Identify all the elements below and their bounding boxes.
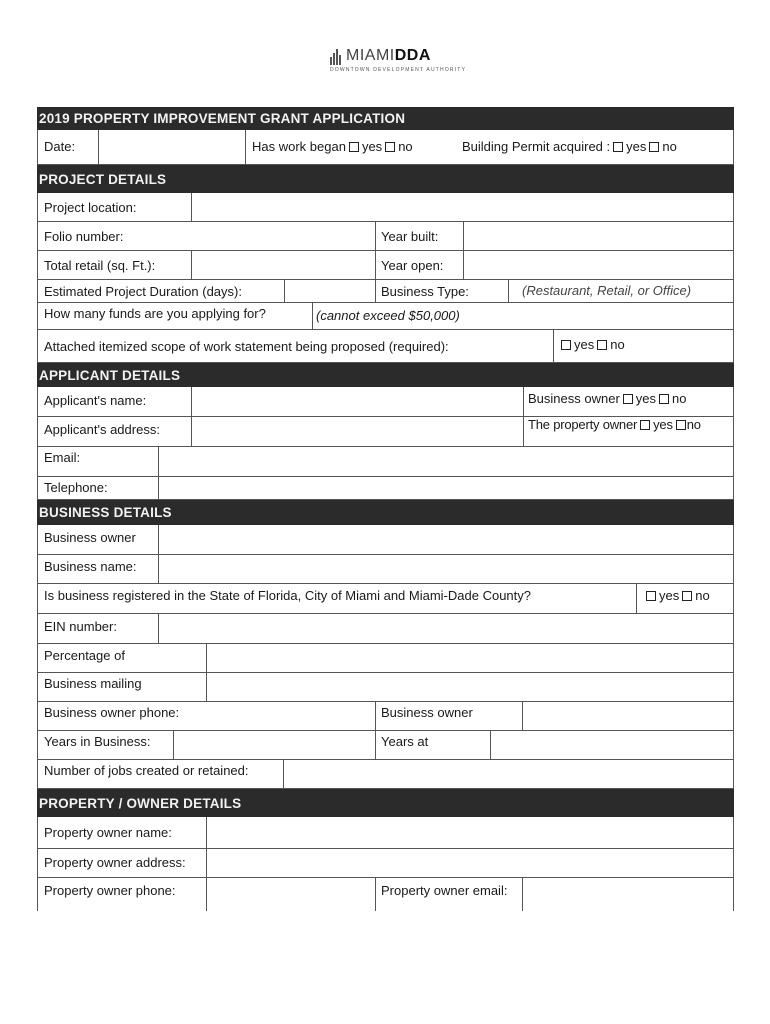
- business-name-input[interactable]: [159, 555, 733, 583]
- section-property-owner-details: PROPERTY / OWNER DETAILS: [37, 789, 734, 817]
- business-owner-yes-checkbox[interactable]: [623, 394, 633, 404]
- registered-label: Is business registered in the State of Florida, City of Miami and Miami-Dade County?: [44, 588, 531, 603]
- scope-row: [37, 330, 734, 363]
- applicant-business-owner: Business owner yes no: [528, 391, 687, 406]
- business-owner-no-checkbox[interactable]: [659, 394, 669, 404]
- funds-label: How many funds are you applying for?: [44, 306, 266, 321]
- property-owner-phone-label: Property owner phone:: [44, 883, 176, 898]
- applicant-name-input[interactable]: [192, 387, 523, 416]
- applicant-address-row: [37, 417, 734, 447]
- property-owner-address-label: Property owner address:: [44, 855, 186, 870]
- property-owner-address-input[interactable]: [207, 849, 733, 877]
- mailing-label: Business mailing: [44, 676, 142, 691]
- section-business-details: BUSINESS DETAILS: [37, 500, 734, 525]
- years-row: [37, 731, 734, 760]
- date-row: [37, 130, 734, 165]
- registered-no-checkbox[interactable]: [682, 591, 692, 601]
- property-owner-email-input[interactable]: [523, 878, 733, 911]
- jobs-input[interactable]: [284, 760, 733, 788]
- year-open-label: Year open:: [381, 258, 444, 273]
- duration-input[interactable]: [285, 280, 375, 302]
- telephone-input[interactable]: [159, 477, 733, 499]
- ein-label: EIN number:: [44, 619, 117, 634]
- years-input[interactable]: [174, 731, 375, 759]
- applicant-property-owner: The property owner yes no: [528, 417, 701, 432]
- folio-label: Folio number:: [44, 229, 124, 244]
- year-built-input[interactable]: [464, 222, 733, 250]
- year-built-label: Year built:: [381, 229, 439, 244]
- section-project-details: PROJECT DETAILS: [37, 165, 734, 193]
- date-field[interactable]: [99, 130, 245, 164]
- folio-input[interactable]: [191, 222, 375, 250]
- owner-phone-label: Business owner phone:: [44, 705, 180, 720]
- applicant-name-row: [37, 387, 734, 417]
- mailing-row: [37, 673, 734, 702]
- business-owner-row: [37, 525, 734, 555]
- property-owner-name-label: Property owner name:: [44, 825, 172, 840]
- business-name-label: Business name:: [44, 559, 137, 574]
- year-open-input[interactable]: [464, 251, 733, 279]
- business-owner-input[interactable]: [159, 525, 733, 554]
- property-owner-yes-checkbox[interactable]: [640, 420, 650, 430]
- work-began-label: Has work began yes no: [252, 139, 413, 154]
- email-input[interactable]: [159, 447, 733, 476]
- property-owner-no-checkbox[interactable]: [676, 420, 686, 430]
- scope-no-checkbox[interactable]: [597, 340, 607, 350]
- permit-no-checkbox[interactable]: [649, 142, 659, 152]
- registered-row: [37, 584, 734, 614]
- miami-dda-logo: [330, 47, 467, 79]
- work-began-no-checkbox[interactable]: [385, 142, 395, 152]
- total-retail-input[interactable]: [192, 251, 375, 279]
- email-label: Email:: [44, 450, 81, 465]
- logo-bars-icon: [330, 49, 344, 65]
- applicant-address-input[interactable]: [192, 417, 523, 446]
- funds-hint: (cannot exceed $50,000): [316, 308, 460, 323]
- applicant-name-label: Applicant's name:: [44, 393, 147, 408]
- property-owner-name-row: [37, 817, 734, 849]
- total-retail-row: [37, 251, 734, 280]
- project-location-input[interactable]: [192, 193, 733, 221]
- building-permit-label: Building Permit acquired : yes no: [462, 139, 677, 154]
- project-location-row: [37, 193, 734, 222]
- property-owner-name-input[interactable]: [207, 817, 733, 848]
- mailing-input[interactable]: [207, 673, 733, 701]
- jobs-label: Number of jobs created or retained:: [44, 763, 249, 778]
- owner-phone-input[interactable]: [206, 702, 375, 730]
- logo-tagline: DOWNTOWN DEVELOPMENT AUTHORITY: [330, 67, 467, 73]
- percentage-label: Percentage of: [44, 648, 125, 663]
- business-owner-right-input[interactable]: [523, 702, 733, 730]
- business-type-hint: (Restaurant, Retail, or Office): [522, 283, 692, 298]
- grant-application-form: [37, 107, 734, 911]
- applicant-address-label: Applicant's address:: [44, 422, 160, 437]
- project-location-label: Project location:: [44, 200, 137, 215]
- business-owner-right-label: Business owner: [381, 705, 473, 720]
- telephone-row: [37, 477, 734, 500]
- duration-label: Estimated Project Duration (days):: [44, 284, 242, 299]
- scope-label: Attached itemized scope of work statement being proposed (required):: [44, 339, 449, 354]
- business-name-row: [37, 555, 734, 584]
- ein-row: [37, 614, 734, 644]
- property-owner-email-label: Property owner email:: [381, 883, 508, 898]
- email-row: [37, 447, 734, 477]
- section-applicant-details: APPLICANT DETAILS: [37, 363, 734, 387]
- telephone-label: Telephone:: [44, 480, 108, 495]
- logo-wordmark: MIAMIDDA: [346, 47, 431, 64]
- registered-options: yes no: [643, 588, 710, 603]
- property-owner-address-row: [37, 849, 734, 878]
- jobs-row: [37, 760, 734, 789]
- total-retail-label: Total retail (sq. Ft.):: [44, 258, 156, 273]
- work-began-yes-checkbox[interactable]: [349, 142, 359, 152]
- form-title: 2019 PROPERTY IMPROVEMENT GRANT APPLICATION: [37, 107, 734, 130]
- years-at-label: Years at: [381, 734, 429, 749]
- folio-row: [37, 222, 734, 251]
- permit-yes-checkbox[interactable]: [613, 142, 623, 152]
- owner-phone-row: [37, 702, 734, 731]
- funds-row: [37, 303, 734, 330]
- business-owner-label: Business owner: [44, 530, 136, 545]
- percentage-input[interactable]: [207, 644, 733, 672]
- scope-options: yes no: [558, 337, 625, 352]
- duration-row: [37, 280, 734, 303]
- date-label: Date:: [44, 139, 76, 154]
- property-owner-phone-row: [37, 878, 734, 911]
- property-owner-phone-input[interactable]: [207, 878, 375, 911]
- years-at-input[interactable]: [491, 731, 733, 759]
- registered-yes-checkbox[interactable]: [646, 591, 656, 601]
- funds-input[interactable]: [313, 303, 733, 329]
- scope-yes-checkbox[interactable]: [561, 340, 571, 350]
- percentage-row: [37, 644, 734, 673]
- ein-input[interactable]: [159, 614, 733, 643]
- years-label: Years in Business:: [44, 734, 151, 749]
- business-type-label: Business Type:: [381, 284, 469, 299]
